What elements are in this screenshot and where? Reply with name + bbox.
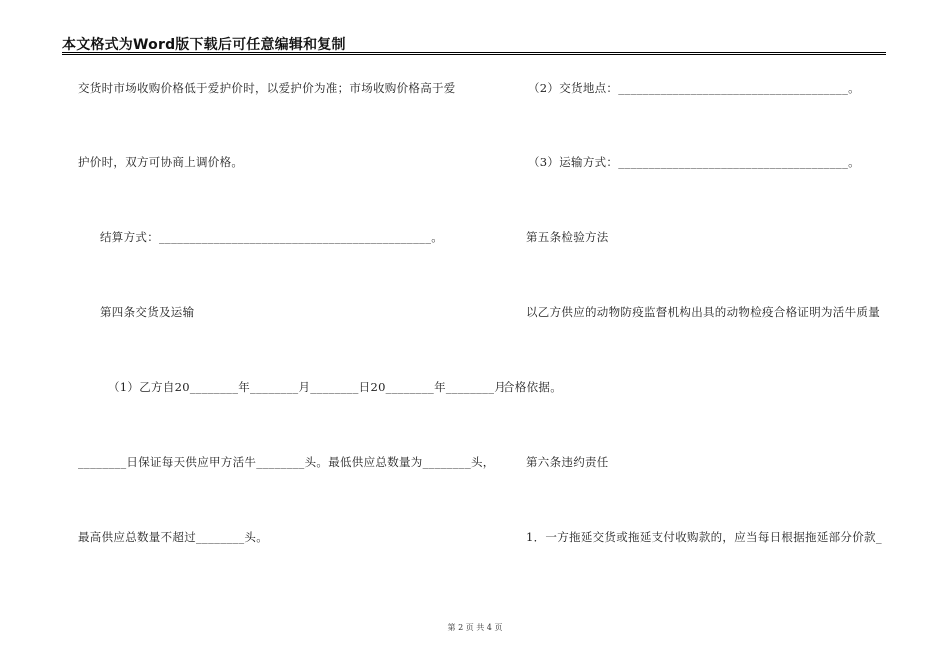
right-line-1: （2）交货地点：______________________________________。 <box>528 81 860 95</box>
left-line-6: ________日保证每天供应甲方活牛________头。最低供应总数量为________头， <box>78 455 495 469</box>
header-rule-top <box>62 52 886 53</box>
right-line-7: 1．一方拖延交货或拖延支付收购款的，应当每日根据拖延部分价款_ <box>526 530 882 544</box>
left-line-7: 最高供应总数量不超过________头。 <box>78 530 268 544</box>
left-line-3: 结算方式：_____________________________________________。 <box>100 230 444 244</box>
left-line-4: 第四条交货及运输 <box>100 305 195 319</box>
header-rule-bottom <box>62 54 886 55</box>
right-line-6: 第六条违约责任 <box>526 455 609 469</box>
left-line-5: （1）乙方自20________年________月________日20________年________月 <box>108 380 507 394</box>
right-line-5: 合格依据。 <box>503 380 562 394</box>
right-line-2: （3）运输方式：______________________________________。 <box>528 155 860 169</box>
right-line-4: 以乙方供应的动物防疫监督机构出具的动物检疫合格证明为活牛质量 <box>526 305 880 319</box>
left-line-2: 护价时，双方可协商上调价格。 <box>78 155 244 169</box>
page-header-title: 本文格式为Word版下载后可任意编辑和复制 <box>62 37 346 53</box>
page-number-footer: 第 2 页 共 4 页 <box>447 623 503 632</box>
left-line-1: 交货时市场收购价格低于爱护价时，以爱护价为准；市场收购价格高于爱 <box>78 81 456 95</box>
right-line-3: 第五条检验方法 <box>526 230 609 244</box>
